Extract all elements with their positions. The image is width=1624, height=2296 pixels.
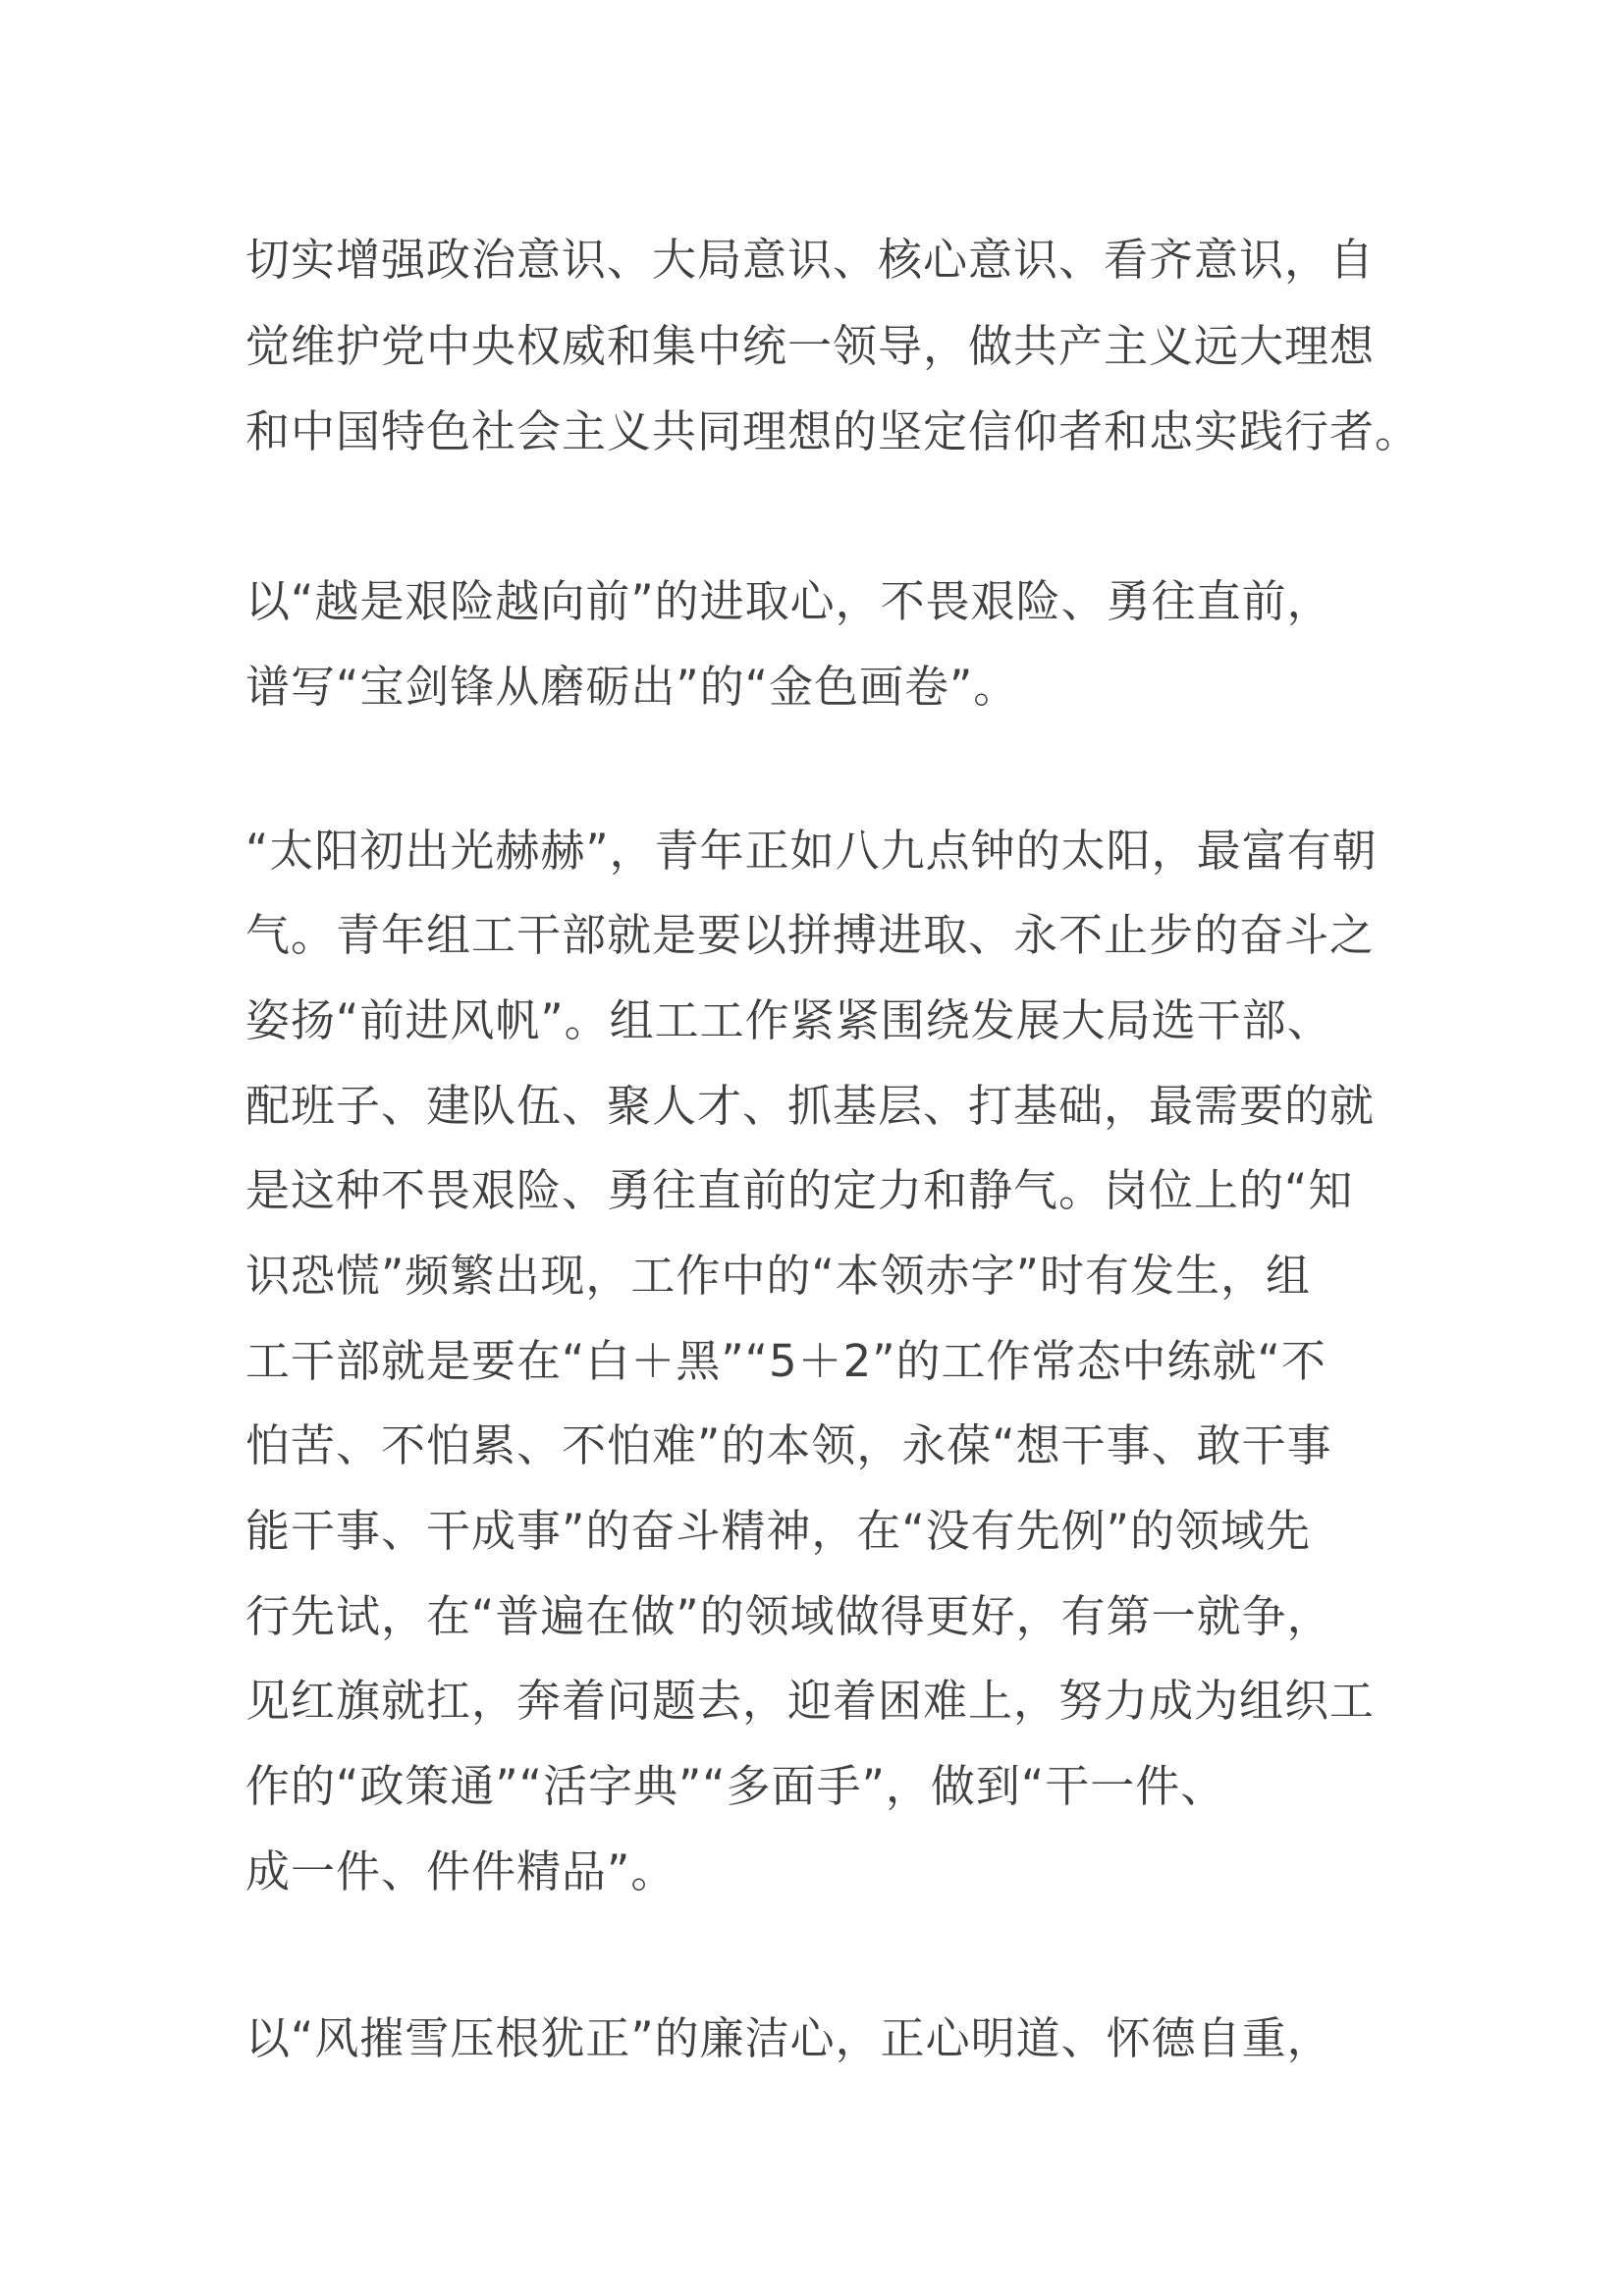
text-line: 切实增强政治意识、大局意识、核心意识、看齐意识，自 — [245, 234, 1376, 286]
text-line: 成一件、件件精品”。 — [245, 1845, 677, 1897]
text-line: 识恐慌”频繁出现，工作中的“本领赤字”时有发生，组 — [245, 1250, 1311, 1302]
text-line: 见红旗就扛，奔着问题去，迎着困难上，努力成为组织工 — [245, 1675, 1376, 1727]
text-line: 和中国特色社会主义共同理想的坚定信仰者和忠实践行者。 — [245, 405, 1421, 457]
text-line: 姿扬“前进风帆”。组工工作紧紧围绕发展大局选干部、 — [245, 994, 1332, 1046]
text-line: 以“越是艰险越向前”的进取心，不畏艰险、勇往直前， — [245, 575, 1332, 627]
text-line: 觉维护党中央权威和集中统一领导，做共产主义远大理想 — [245, 320, 1376, 372]
text-line: 气。青年组工干部就是要以拼搏进取、永不止步的奋斗之 — [245, 909, 1376, 961]
text-line: 工干部就是要在“白＋黑”“5＋2”的工作常态中练就“不 — [245, 1335, 1326, 1387]
text-line: 怕苦、不怕累、不怕难”的本领，永葆“想干事、敢干事 — [245, 1419, 1332, 1471]
text-line: 行先试，在“普遍在做”的领域做得更好，有第一就争， — [245, 1590, 1332, 1642]
text-line: 作的“政策通”“活字典”“多面手”，做到“干一件、 — [245, 1760, 1226, 1812]
text-line: 能干事、干成事”的奋斗精神，在“没有先例”的领域先 — [245, 1505, 1311, 1557]
text-line: 是这种不畏艰险、勇往直前的定力和静气。岗位上的“知 — [245, 1164, 1354, 1216]
text-line: 以“风摧雪压根犹正”的廉洁心，正心明道、怀德自重， — [245, 2012, 1332, 2064]
text-line: 谱写“宝剑锋从磨砺出”的“金色画卷”。 — [245, 661, 1019, 713]
text-line: “太阳初出光赫赫”，青年正如八九点钟的太阳，最富有朝 — [245, 825, 1378, 877]
text-line: 配班子、建队伍、聚人才、抓基层、打基础，最需要的就 — [245, 1080, 1376, 1132]
